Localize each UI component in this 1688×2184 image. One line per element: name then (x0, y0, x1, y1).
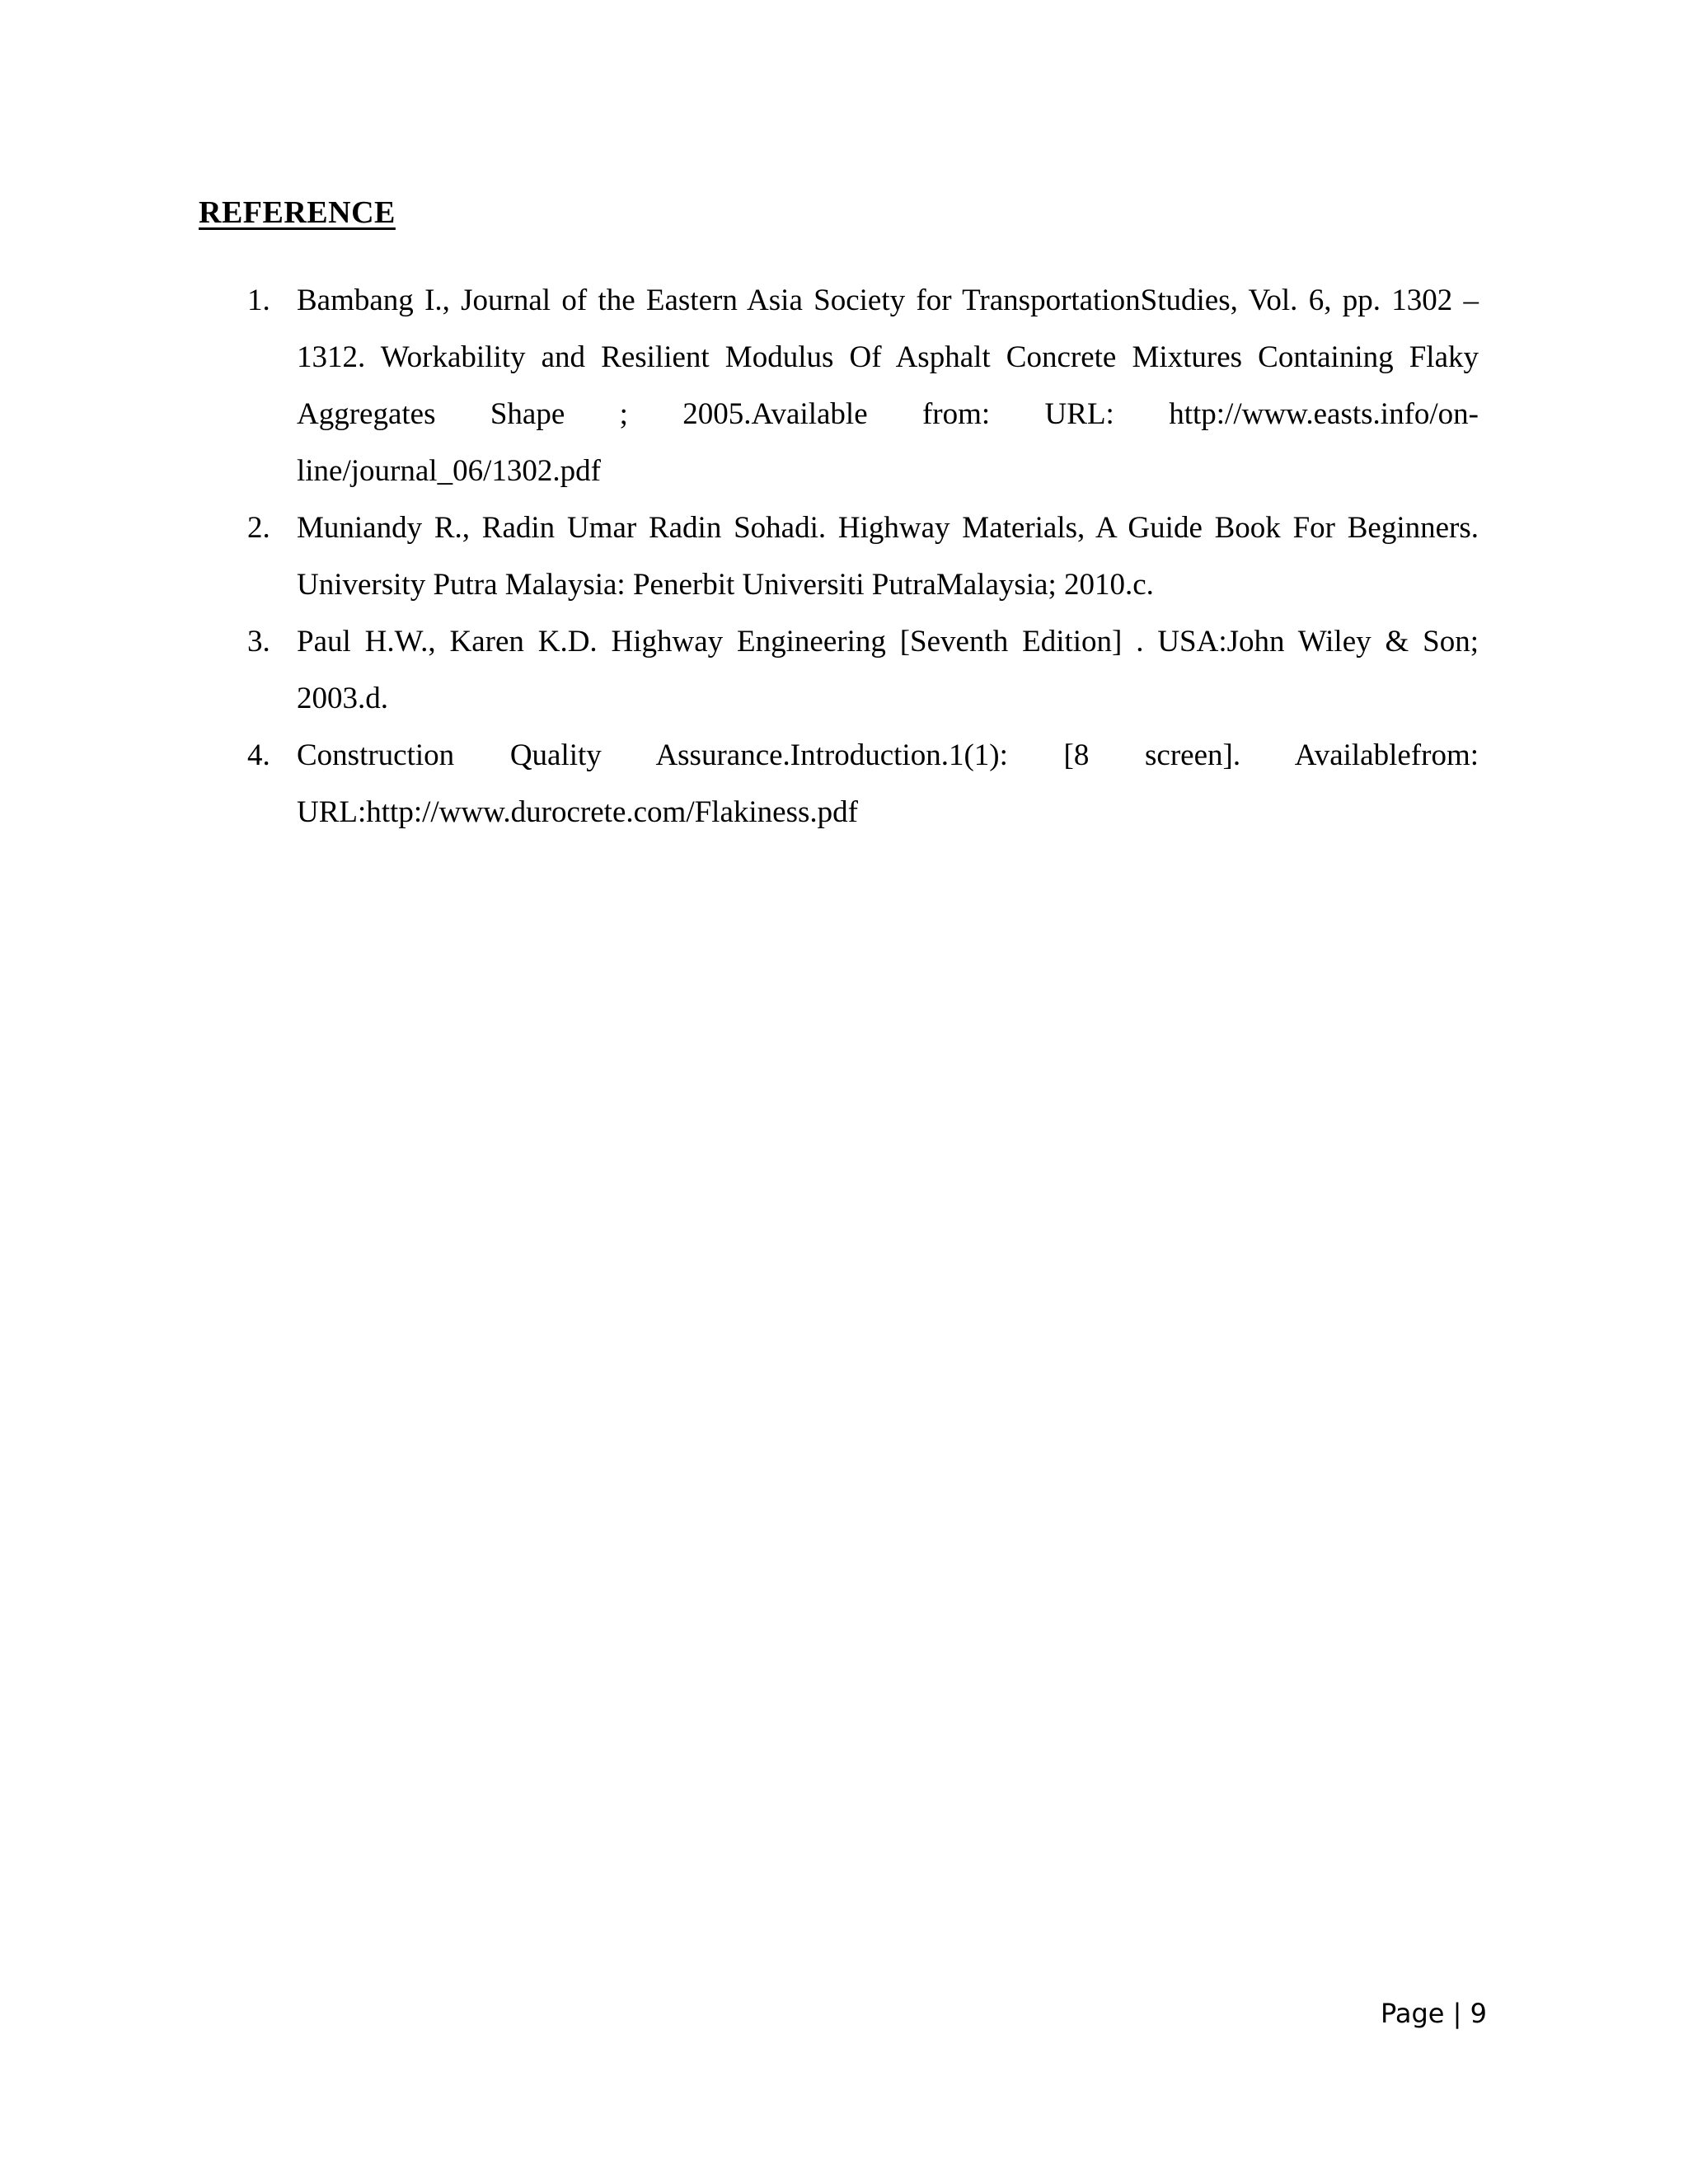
reference-item-4 (247, 727, 1479, 841)
reference-number: 2. (247, 511, 270, 545)
reference-text: Bambang I., Journal of the Eastern Asia Society for TransportationStudies, Vol. 6, pp. 1302 –1312. Workability and Resilient Modulus Of Asphalt Concrete Mixtures Containing Flaky Aggregates Shape ; 2005.Available from: URL: http://www.easts.info/on-line/journal_06/1302.pdf (297, 284, 1479, 488)
page-number-footer: Page | 9 (1381, 1998, 1487, 2029)
reference-text: Paul H.W., Karen K.D. Highway Engineering [Seventh Edition] . USA:John Wiley & Son; 2003.d. (297, 625, 1479, 715)
reference-number: 4. (247, 738, 270, 772)
reference-number: 3. (247, 625, 270, 658)
reference-item-3 (247, 613, 1479, 727)
reference-item-2 (247, 499, 1479, 613)
reference-list (247, 272, 1479, 841)
reference-item-1 (247, 272, 1479, 499)
reference-text: Construction Quality Assurance.Introduction.1(1): [8 screen]. Availablefrom: URL:http://www.durocrete.com/Flakiness.pdf (297, 738, 1479, 829)
reference-heading: REFERENCE (199, 195, 396, 230)
reference-number: 1. (247, 284, 270, 317)
reference-text: Muniandy R., Radin Umar Radin Sohadi. Highway Materials, A Guide Book For Beginners. University Putra Malaysia: Penerbit Universiti PutraMalaysia; 2010.c. (297, 511, 1479, 602)
